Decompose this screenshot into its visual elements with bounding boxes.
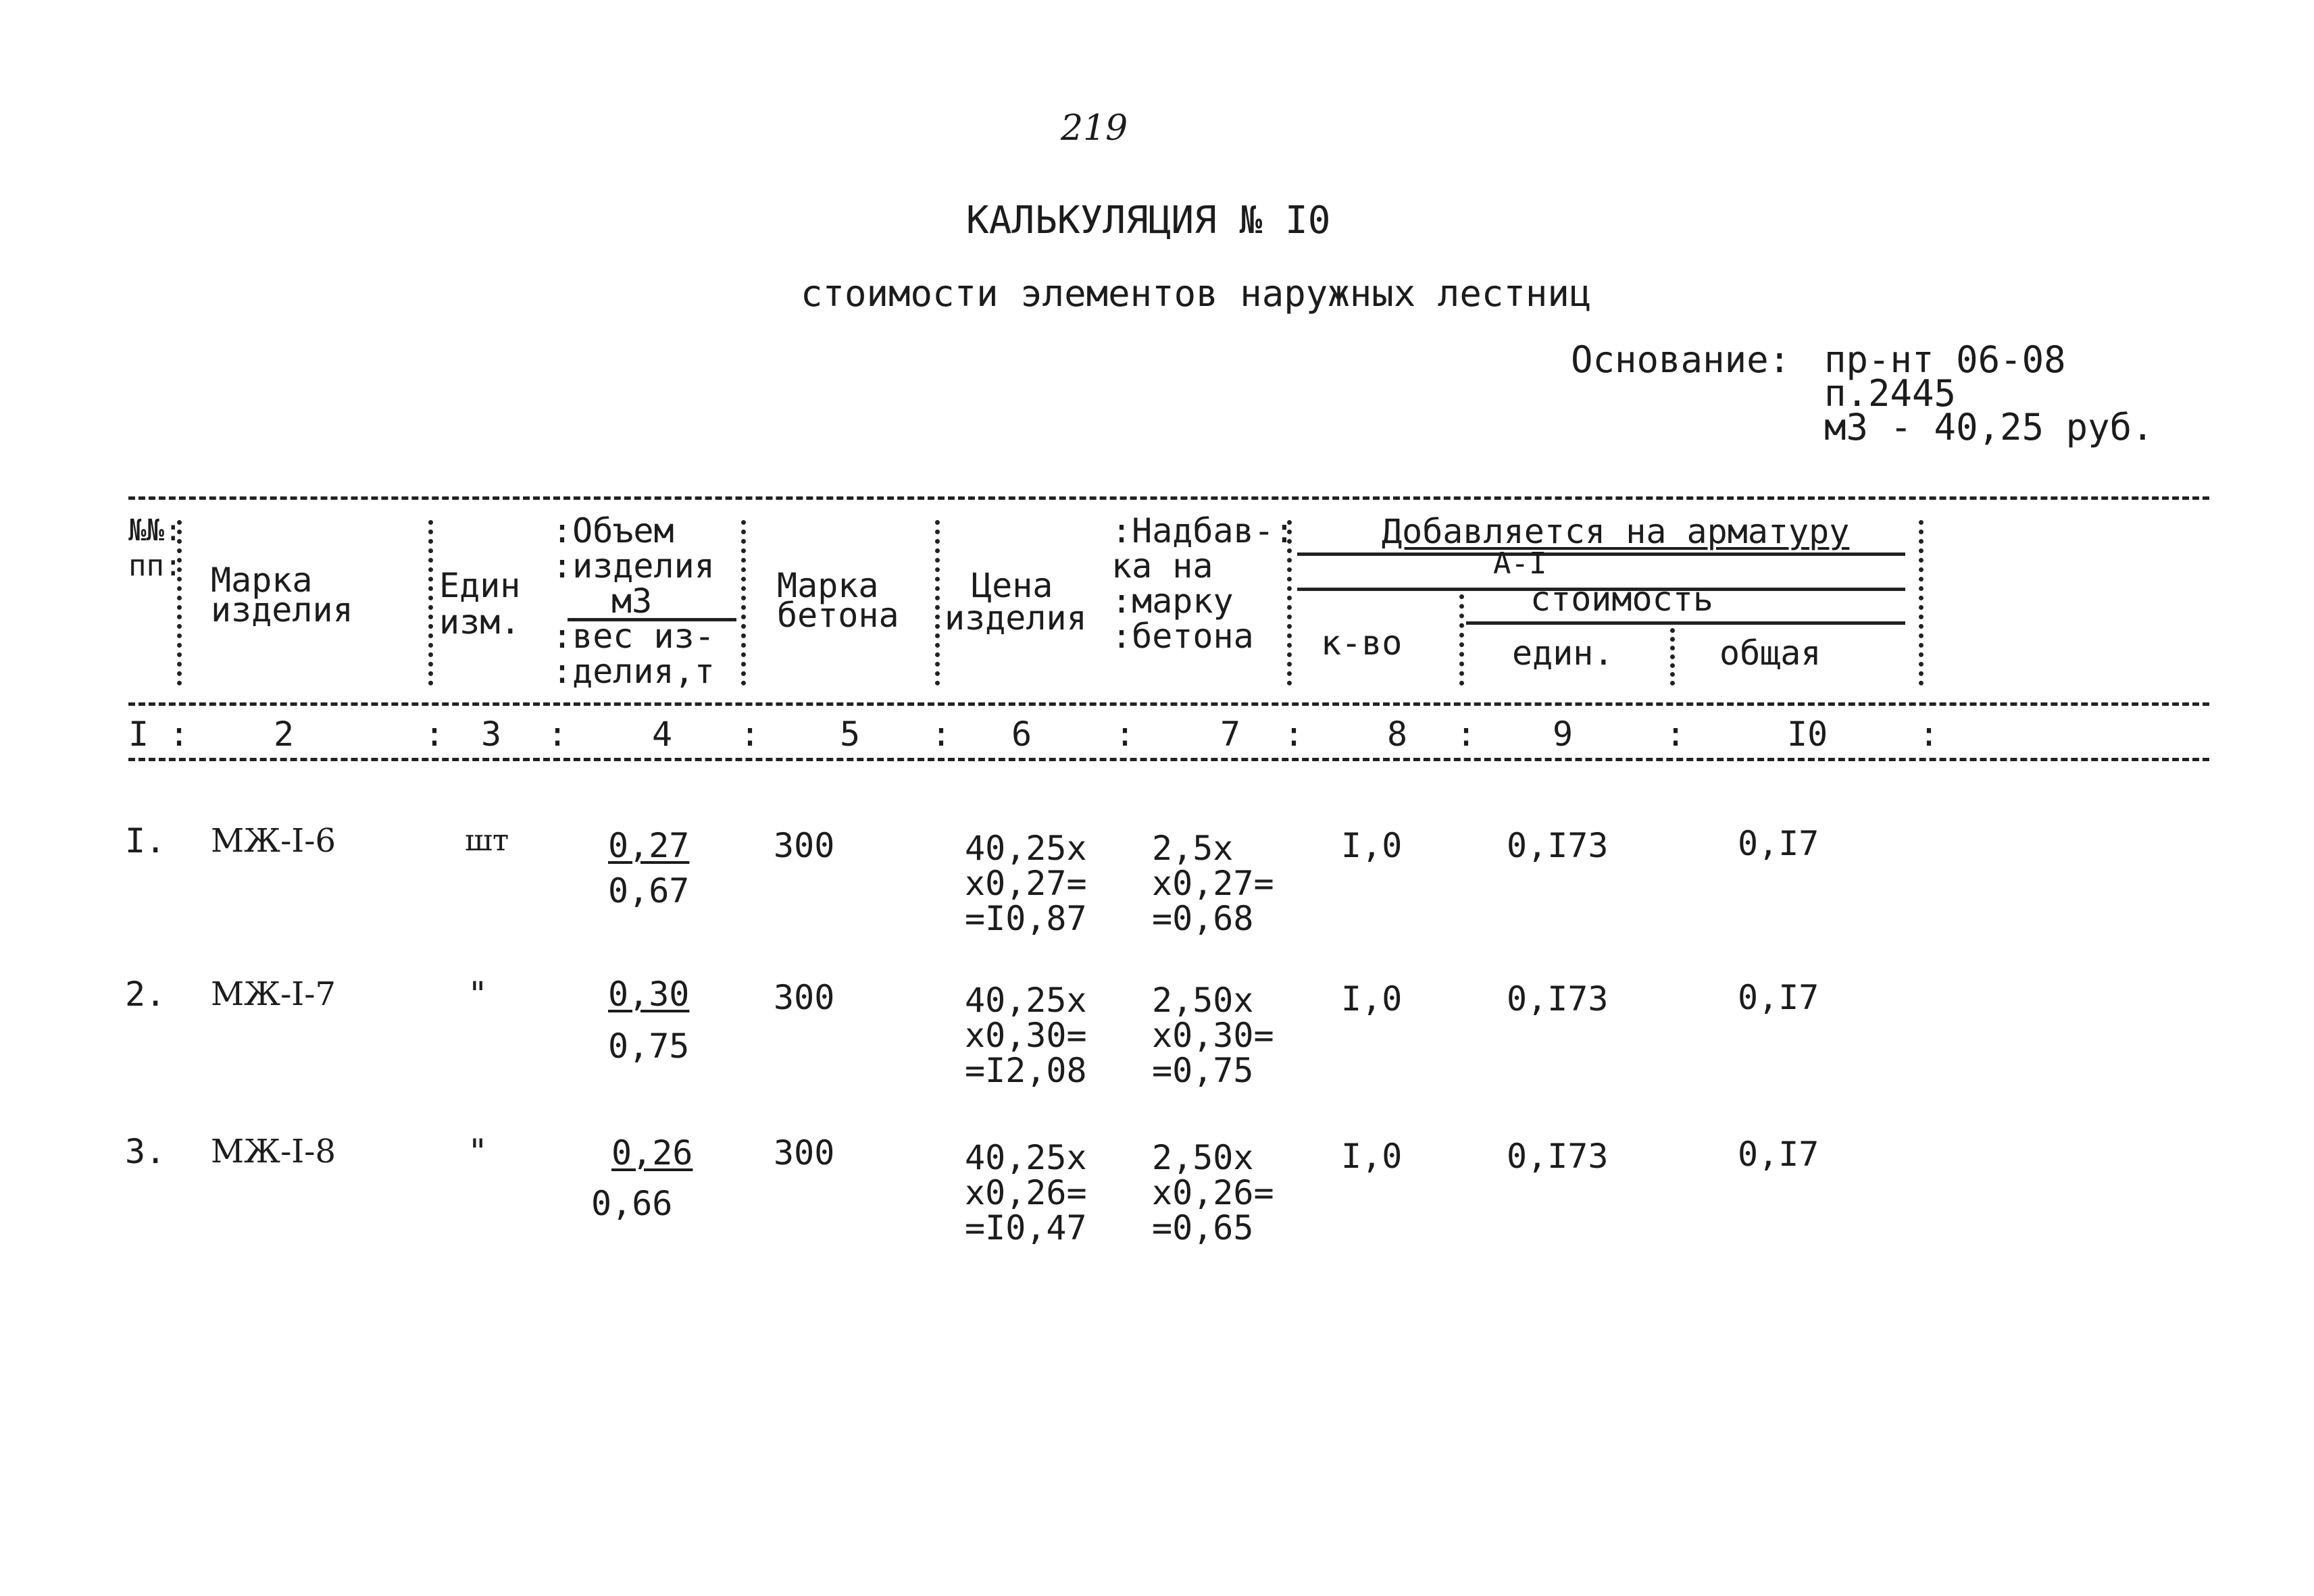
row2-volume: 0,30	[608, 975, 690, 1014]
row1-addition: 2,5х х0,27= =0,68	[1152, 829, 1274, 938]
row1-price: 40,25х х0,27= =I0,87	[965, 829, 1087, 938]
row3-mark: МЖ-I-8	[211, 1133, 336, 1170]
header-group-reinforcement: Добавляется на арматуру	[1382, 512, 1850, 551]
basis-line-1: пр-нт 06-08	[1824, 338, 2066, 381]
col-number-separators: :	[1284, 715, 1305, 754]
header-col9: един.	[1512, 634, 1614, 673]
col-number-separators: :	[1115, 715, 1136, 754]
col-number-1: I	[128, 715, 149, 754]
row2-mark: МЖ-I-7	[211, 975, 336, 1013]
row3-qty: I,0	[1341, 1137, 1403, 1176]
header-separator	[1670, 628, 1675, 686]
header-separator	[428, 520, 433, 686]
basis-line-2: п.2445	[1824, 372, 1957, 415]
col-number-separators: :	[1665, 715, 1686, 754]
col-number-8: 8	[1387, 715, 1408, 754]
row1-unit-cost: 0,I73	[1507, 826, 1609, 865]
col-number-separators: :	[547, 715, 568, 754]
row1-concrete: 300	[774, 826, 835, 865]
page-number: 219	[1061, 108, 1128, 149]
header-separator	[1919, 520, 1923, 686]
row2-num: 2.	[125, 975, 166, 1014]
row1-weight: 0,67	[608, 871, 690, 910]
basis-label: Основание:	[1571, 338, 1791, 381]
row2-unit-cost: 0,I73	[1507, 979, 1609, 1019]
header-cost-line	[1466, 621, 1905, 625]
row3-unit-cost: 0,I73	[1507, 1137, 1609, 1176]
col-number-bottom-border	[128, 758, 2209, 761]
header-separator	[741, 520, 746, 686]
row2-price: 40,25х х0,30= =I2,08	[965, 981, 1087, 1090]
col-number-5: 5	[840, 715, 861, 754]
row3-volume: 0,26	[611, 1133, 693, 1173]
row3-total: 0,I7	[1738, 1135, 1819, 1174]
row1-unit: шт	[465, 823, 509, 858]
header-col3: Един изм.	[439, 566, 521, 642]
header-col6: Цена изделия	[945, 566, 1087, 638]
header-separator	[1459, 594, 1464, 686]
col-number-6: 6	[1011, 715, 1032, 754]
col-number-7: 7	[1220, 715, 1241, 754]
document-title: КАЛЬКУЛЯЦИЯ № I0	[966, 199, 1331, 242]
header-subgroup: A-I	[1493, 546, 1547, 581]
col-number-9: 9	[1553, 715, 1574, 754]
row1-total: 0,I7	[1738, 824, 1819, 863]
row2-concrete: 300	[774, 978, 835, 1017]
header-col10: общая	[1719, 634, 1821, 673]
header-col2: Марка изделия	[211, 561, 353, 629]
col-number-separators: :	[1456, 715, 1477, 754]
row3-concrete: 300	[774, 1133, 835, 1173]
col-number-separators: :	[931, 715, 952, 754]
col-number-4: 4	[652, 715, 673, 754]
header-separator	[935, 520, 940, 686]
row1-num: I.	[125, 821, 166, 860]
col-number-separators: :	[1919, 715, 1940, 754]
row2-total: 0,I7	[1738, 978, 1819, 1017]
row1-qty: I,0	[1341, 826, 1403, 865]
header-col5: Марка бетона	[777, 566, 899, 635]
row1-mark: МЖ-I-6	[211, 822, 336, 860]
row2-qty: I,0	[1341, 979, 1403, 1019]
header-bottom-border	[128, 702, 2209, 706]
row3-price: 40,25х х0,26= =I0,47	[965, 1138, 1087, 1247]
row3-num: 3.	[125, 1132, 166, 1171]
row1-volume: 0,27	[608, 826, 690, 865]
document-subtitle: стоимости элементов наружных лестниц	[801, 272, 1592, 315]
col-number-separators: :	[169, 715, 190, 754]
basis-line-3: м3 - 40,25 руб.	[1824, 406, 2154, 448]
row3-weight: 0,66	[591, 1184, 673, 1223]
header-col8: к-во	[1321, 623, 1403, 663]
header-col4: :Объем :изделия м3 :вес из- :делия,т	[552, 511, 715, 691]
col-number-separators: :	[740, 715, 761, 754]
header-col4-fraction-line	[568, 618, 736, 621]
header-col1: №№: пп:	[128, 513, 182, 583]
row2-unit: "	[468, 975, 488, 1014]
row3-addition: 2,50х х0,26= =0,65	[1152, 1138, 1274, 1247]
header-group-line	[1297, 552, 1905, 556]
row3-unit: "	[468, 1132, 488, 1171]
header-cost: стоимость	[1530, 580, 1713, 619]
col-number-2: 2	[274, 715, 295, 754]
header-col7: :Надбав-: ка на :марку :бетона	[1111, 511, 1294, 656]
col-number-separators: :	[424, 715, 445, 754]
row2-weight: 0,75	[608, 1027, 690, 1066]
col-number-10: I0	[1787, 715, 1828, 754]
table-top-border	[128, 496, 2209, 500]
row2-addition: 2,50х х0,30= =0,75	[1152, 981, 1274, 1090]
col-number-3: 3	[481, 715, 502, 754]
